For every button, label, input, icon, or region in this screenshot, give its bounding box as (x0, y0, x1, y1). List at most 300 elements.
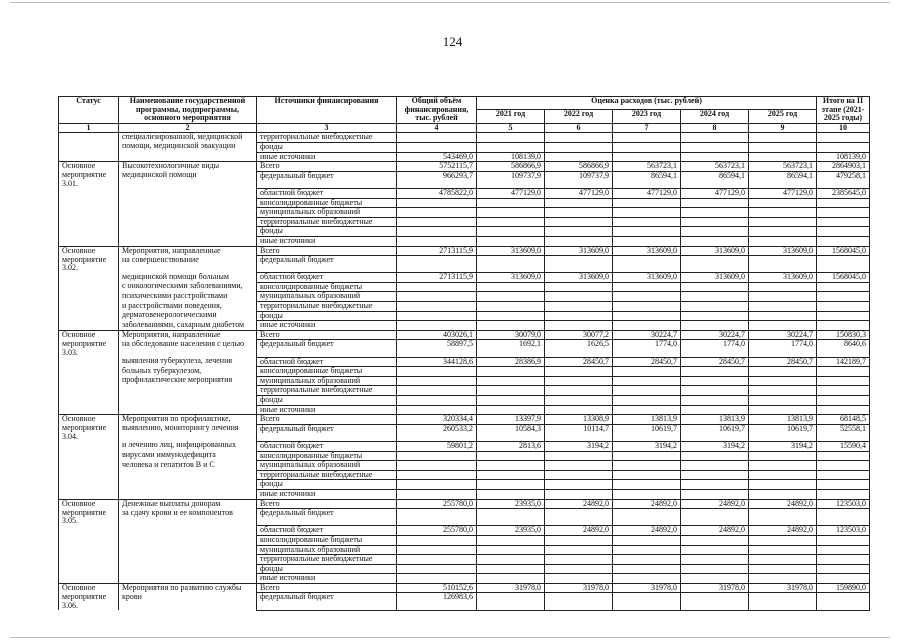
row-source-cell: областной бюджет (257, 526, 397, 536)
row-status-cell (59, 321, 119, 331)
row-value-cell (613, 470, 681, 480)
row-name-cell: крови (119, 593, 257, 610)
row-status-cell: мероприятие 3.01. (59, 171, 119, 188)
row-value-cell (681, 376, 749, 386)
header-name: Наименование государственной программы, подпрограммы, основного мероприятия (119, 97, 257, 124)
row-value-cell (613, 256, 681, 273)
row-value-cell: 31978,0 (749, 583, 817, 593)
row-value-cell: 255780,0 (397, 499, 477, 509)
row-source-cell: муниципальных образований (257, 545, 397, 555)
row-value-cell (613, 292, 681, 302)
row-name-cell (119, 489, 257, 499)
row-value-cell (613, 386, 681, 396)
header-year-2023: 2023 год (613, 110, 681, 123)
row-value-cell: 10619,7 (613, 424, 681, 441)
row-value-cell (749, 198, 817, 208)
row-name-cell: выявления туберкулеза, лечения (119, 357, 257, 367)
row-value-cell (613, 593, 681, 610)
row-value-cell (817, 509, 870, 526)
row-value-cell (545, 489, 613, 499)
row-value-cell (681, 217, 749, 227)
table-row (59, 273, 870, 283)
row-source-cell: иные источники (257, 152, 397, 162)
row-value-cell: 13308,9 (545, 415, 613, 425)
table-row (59, 208, 870, 218)
row-value-cell: 10619,7 (681, 424, 749, 441)
row-value-cell (681, 142, 749, 152)
table-row (59, 441, 870, 451)
table-row (59, 424, 870, 441)
row-value-cell (613, 480, 681, 490)
row-value-cell: 142189,7 (817, 357, 870, 367)
row-value-cell (477, 451, 545, 461)
header-stage-total: Итого на II этапе (2021-2025 годы) (817, 97, 870, 124)
row-value-cell: 477129,0 (681, 188, 749, 198)
row-value-cell: 13813,9 (749, 415, 817, 425)
row-status-cell (59, 451, 119, 461)
table-row (59, 480, 870, 490)
row-source-cell: фонды (257, 564, 397, 574)
row-value-cell (477, 545, 545, 555)
row-value-cell (545, 208, 613, 218)
row-source-cell: федеральный бюджет (257, 509, 397, 526)
row-value-cell (397, 535, 477, 545)
row-value-cell (749, 236, 817, 246)
row-value-cell (477, 386, 545, 396)
row-value-cell: 2713115,9 (397, 273, 477, 283)
row-name-cell: и расстройствами поведения, (119, 302, 257, 312)
row-value-cell: 30224,7 (681, 330, 749, 340)
row-value-cell (817, 564, 870, 574)
row-value-cell (397, 208, 477, 218)
row-name-cell (119, 227, 257, 237)
row-value-cell (749, 152, 817, 162)
column-index: 1 (59, 123, 119, 133)
row-name-cell: на обследование населения с целью (119, 340, 257, 357)
row-value-cell: 1692,1 (477, 340, 545, 357)
row-value-cell (613, 321, 681, 331)
row-source-cell: Всего (257, 246, 397, 256)
row-value-cell (397, 470, 477, 480)
row-source-cell: консолидированные бюджеты (257, 282, 397, 292)
row-value-cell: 10619,7 (749, 424, 817, 441)
row-value-cell (681, 470, 749, 480)
row-value-cell (749, 321, 817, 331)
row-name-cell: и лечению лиц, инфицированных (119, 441, 257, 451)
row-status-cell: Основное (59, 499, 119, 509)
row-value-cell: 13813,9 (681, 415, 749, 425)
table-row (59, 217, 870, 227)
row-value-cell (749, 451, 817, 461)
row-value-cell (681, 256, 749, 273)
row-value-cell (749, 480, 817, 490)
row-status-cell (59, 396, 119, 406)
row-value-cell (477, 555, 545, 565)
table-row (59, 555, 870, 565)
row-value-cell: 313609,0 (545, 246, 613, 256)
row-value-cell (477, 311, 545, 321)
column-index: 5 (477, 123, 545, 133)
row-value-cell (749, 574, 817, 584)
row-value-cell (477, 480, 545, 490)
row-source-cell: иные источники (257, 405, 397, 415)
row-value-cell (545, 386, 613, 396)
column-index: 3 (257, 123, 397, 133)
row-value-cell: 15590,4 (817, 441, 870, 451)
row-value-cell (477, 198, 545, 208)
row-value-cell: 108139,0 (477, 152, 545, 162)
row-value-cell (397, 376, 477, 386)
row-status-cell (59, 564, 119, 574)
row-name-cell: специализированной, медицинской (119, 133, 257, 143)
row-status-cell: мероприятие 3.05. (59, 509, 119, 526)
row-value-cell (613, 509, 681, 526)
row-name-cell: Мероприятия, направленные (119, 246, 257, 256)
row-source-cell: консолидированные бюджеты (257, 451, 397, 461)
row-value-cell (613, 564, 681, 574)
row-value-cell (545, 405, 613, 415)
row-name-cell (119, 396, 257, 406)
row-value-cell (749, 142, 817, 152)
row-name-cell: медицинской помощи больным (119, 273, 257, 283)
row-value-cell (749, 470, 817, 480)
row-value-cell (817, 227, 870, 237)
row-value-cell (397, 142, 477, 152)
row-name-cell: Денежные выплаты донорам (119, 499, 257, 509)
row-value-cell: 109737,9 (545, 171, 613, 188)
row-value-cell (749, 376, 817, 386)
row-value-cell (545, 470, 613, 480)
row-source-cell: фонды (257, 311, 397, 321)
row-value-cell: 28386,9 (477, 357, 545, 367)
row-value-cell: 150830,3 (817, 330, 870, 340)
row-value-cell (817, 555, 870, 565)
row-name-cell: с онкологическими заболеваниями, (119, 282, 257, 292)
table-body (59, 133, 870, 610)
row-value-cell: 28450,7 (749, 357, 817, 367)
row-value-cell: 1626,5 (545, 340, 613, 357)
row-value-cell (397, 480, 477, 490)
row-value-cell (477, 282, 545, 292)
row-value-cell (681, 292, 749, 302)
row-value-cell: 24892,0 (681, 526, 749, 536)
row-value-cell (477, 574, 545, 584)
row-source-cell: федеральный бюджет (257, 424, 397, 441)
row-value-cell (397, 198, 477, 208)
row-value-cell (545, 236, 613, 246)
table-row (59, 162, 870, 172)
row-value-cell (545, 376, 613, 386)
row-source-cell: иные источники (257, 489, 397, 499)
row-status-cell (59, 367, 119, 377)
row-value-cell: 543469,0 (397, 152, 477, 162)
row-value-cell: 313609,0 (749, 246, 817, 256)
row-value-cell: 30224,7 (613, 330, 681, 340)
row-value-cell: 123503,0 (817, 526, 870, 536)
row-status-cell (59, 282, 119, 292)
table-row (59, 246, 870, 256)
row-source-cell: территориальные внебюджетные (257, 470, 397, 480)
row-value-cell (545, 564, 613, 574)
row-value-cell (613, 208, 681, 218)
row-status-cell (59, 480, 119, 490)
row-name-cell: дерматовенерологическими (119, 311, 257, 321)
row-value-cell: 477129,0 (545, 188, 613, 198)
row-status-cell (59, 133, 119, 143)
row-value-cell (681, 208, 749, 218)
table-row (59, 357, 870, 367)
table-row (59, 574, 870, 584)
row-name-cell (119, 535, 257, 545)
row-value-cell (681, 152, 749, 162)
row-value-cell (681, 509, 749, 526)
header-year-2025: 2025 год (749, 110, 817, 123)
header-total: Общий объём финансирования, тыс. рублей (397, 97, 477, 124)
row-value-cell: 5752115,7 (397, 162, 477, 172)
table-row (59, 526, 870, 536)
row-value-cell: 10584,3 (477, 424, 545, 441)
table-row (59, 171, 870, 188)
row-value-cell: 313609,0 (613, 246, 681, 256)
row-value-cell: 28450,7 (613, 357, 681, 367)
row-value-cell: 255780,0 (397, 526, 477, 536)
row-value-cell (613, 545, 681, 555)
row-value-cell (613, 227, 681, 237)
row-value-cell (749, 133, 817, 143)
row-status-cell: мероприятие 3.02. (59, 256, 119, 273)
row-value-cell: 2713115,9 (397, 246, 477, 256)
row-value-cell (749, 227, 817, 237)
row-value-cell (545, 461, 613, 471)
row-status-cell: Основное (59, 330, 119, 340)
row-value-cell: 1774,0 (681, 340, 749, 357)
header-year-2022: 2022 год (545, 110, 613, 123)
row-status-cell (59, 302, 119, 312)
row-value-cell (681, 227, 749, 237)
row-source-cell: фонды (257, 396, 397, 406)
row-status-cell (59, 273, 119, 283)
row-value-cell: 10114,7 (545, 424, 613, 441)
table-row (59, 227, 870, 237)
row-value-cell (749, 489, 817, 499)
row-value-cell (817, 133, 870, 143)
row-value-cell (397, 396, 477, 406)
table-row (59, 593, 870, 610)
row-value-cell: 4785822,0 (397, 188, 477, 198)
row-value-cell: 123503,0 (817, 499, 870, 509)
row-value-cell: 260533,2 (397, 424, 477, 441)
row-value-cell: 108139,0 (817, 152, 870, 162)
margin-marks (877, 260, 901, 390)
row-name-cell (119, 480, 257, 490)
row-source-cell: иные источники (257, 574, 397, 584)
row-value-cell (817, 208, 870, 218)
row-status-cell (59, 188, 119, 198)
row-value-cell: 30224,7 (749, 330, 817, 340)
row-name-cell: Высокотехнологичные виды (119, 162, 257, 172)
row-value-cell: 126983,6 (397, 593, 477, 610)
row-value-cell (749, 564, 817, 574)
row-value-cell: 344128,6 (397, 357, 477, 367)
row-status-cell (59, 545, 119, 555)
row-value-cell (613, 555, 681, 565)
table-row (59, 282, 870, 292)
table-row (59, 509, 870, 526)
row-value-cell: 313609,0 (477, 246, 545, 256)
row-value-cell (681, 282, 749, 292)
table-row (59, 152, 870, 162)
row-value-cell (397, 451, 477, 461)
row-value-cell (477, 535, 545, 545)
row-value-cell (749, 555, 817, 565)
row-value-cell: 510152,6 (397, 583, 477, 593)
row-value-cell (477, 509, 545, 526)
row-value-cell (477, 292, 545, 302)
row-value-cell (613, 461, 681, 471)
row-value-cell (477, 217, 545, 227)
row-value-cell: 31978,0 (681, 583, 749, 593)
row-name-cell (119, 470, 257, 480)
row-value-cell: 86594,1 (749, 171, 817, 188)
header-source: Источники финансирования (257, 97, 397, 124)
row-value-cell: 313609,0 (681, 246, 749, 256)
table-row (59, 376, 870, 386)
row-value-cell (681, 133, 749, 143)
row-source-cell: федеральный бюджет (257, 340, 397, 357)
row-name-cell (119, 555, 257, 565)
row-value-cell (545, 256, 613, 273)
row-status-cell (59, 489, 119, 499)
row-value-cell (613, 396, 681, 406)
column-index: 2 (119, 123, 257, 133)
table-row (59, 188, 870, 198)
row-value-cell (817, 451, 870, 461)
column-index: 10 (817, 123, 870, 133)
row-name-cell (119, 386, 257, 396)
row-value-cell (749, 509, 817, 526)
row-value-cell: 1774,0 (613, 340, 681, 357)
row-value-cell (397, 256, 477, 273)
row-value-cell (681, 311, 749, 321)
row-value-cell (749, 545, 817, 555)
row-status-cell: Основное (59, 162, 119, 172)
row-value-cell: 586866,9 (477, 162, 545, 172)
financing-table (58, 96, 870, 611)
page-number: 124 (442, 34, 463, 49)
row-value-cell (613, 302, 681, 312)
row-name-cell (119, 198, 257, 208)
header-row-1 (59, 97, 870, 110)
column-index: 9 (749, 123, 817, 133)
row-status-cell (59, 236, 119, 246)
table-row (59, 198, 870, 208)
row-value-cell (613, 367, 681, 377)
row-status-cell (59, 535, 119, 545)
row-value-cell: 159890,0 (817, 583, 870, 593)
row-value-cell (477, 593, 545, 610)
table-row (59, 330, 870, 340)
row-value-cell (545, 451, 613, 461)
row-value-cell (477, 256, 545, 273)
row-value-cell: 313609,0 (749, 273, 817, 283)
table-row (59, 499, 870, 509)
row-source-cell: территориальные внебюджетные (257, 133, 397, 143)
row-value-cell (817, 480, 870, 490)
row-value-cell: 563723,1 (681, 162, 749, 172)
row-value-cell (545, 545, 613, 555)
row-source-cell: федеральный бюджет (257, 171, 397, 188)
row-source-cell: муниципальных образований (257, 461, 397, 471)
row-name-cell: психическими расстройствами (119, 292, 257, 302)
row-value-cell (477, 142, 545, 152)
row-value-cell (817, 142, 870, 152)
row-value-cell (397, 311, 477, 321)
table-row (59, 461, 870, 471)
row-value-cell (681, 461, 749, 471)
row-value-cell: 563723,1 (749, 162, 817, 172)
row-value-cell: 86594,1 (681, 171, 749, 188)
row-name-cell (119, 152, 257, 162)
row-value-cell (613, 451, 681, 461)
row-status-cell: мероприятие 3.04. (59, 424, 119, 441)
row-source-cell: фонды (257, 142, 397, 152)
row-value-cell: 313609,0 (681, 273, 749, 283)
row-status-cell (59, 470, 119, 480)
row-value-cell: 109737,9 (477, 171, 545, 188)
row-value-cell (817, 461, 870, 471)
row-value-cell: 313609,0 (613, 273, 681, 283)
row-source-cell: Всего (257, 330, 397, 340)
row-name-cell (119, 574, 257, 584)
row-value-cell: 477129,0 (613, 188, 681, 198)
row-value-cell: 23935,0 (477, 526, 545, 536)
row-value-cell (681, 593, 749, 610)
row-value-cell (545, 302, 613, 312)
row-source-cell: Всего (257, 415, 397, 425)
row-name-cell: медицинской помощи (119, 171, 257, 188)
row-source-cell: Всего (257, 499, 397, 509)
row-value-cell (681, 321, 749, 331)
row-value-cell (545, 396, 613, 406)
row-value-cell (681, 489, 749, 499)
row-source-cell: областной бюджет (257, 273, 397, 283)
top-rule (10, 2, 890, 3)
row-value-cell (681, 198, 749, 208)
table-row (59, 340, 870, 357)
row-value-cell (477, 321, 545, 331)
row-value-cell: 86594,1 (613, 171, 681, 188)
table-row (59, 564, 870, 574)
row-source-cell: фонды (257, 227, 397, 237)
row-value-cell (545, 152, 613, 162)
row-value-cell (613, 142, 681, 152)
row-value-cell (681, 396, 749, 406)
row-value-cell: 28450,7 (545, 357, 613, 367)
row-value-cell (613, 152, 681, 162)
row-status-cell (59, 405, 119, 415)
row-name-cell: Мероприятия по профилактике, (119, 415, 257, 425)
row-name-cell: помощи, медицинской эвакуации (119, 142, 257, 152)
row-value-cell (749, 292, 817, 302)
row-value-cell (681, 535, 749, 545)
row-value-cell (613, 217, 681, 227)
row-value-cell (681, 302, 749, 312)
row-value-cell (397, 292, 477, 302)
header-status: Статус (59, 97, 119, 124)
row-source-cell: территориальные внебюджетные (257, 302, 397, 312)
row-status-cell (59, 357, 119, 367)
row-value-cell (681, 574, 749, 584)
